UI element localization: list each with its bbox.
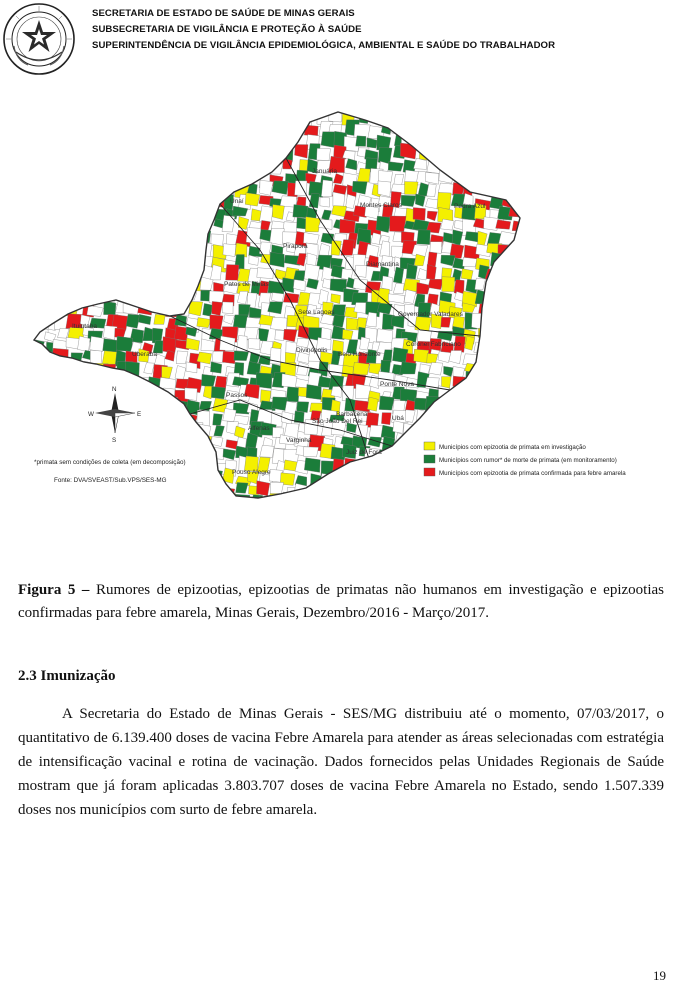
municipality-cell [306, 384, 321, 399]
municipality-cell [340, 219, 356, 233]
municipality-cell [256, 481, 269, 496]
municipality-cell [376, 216, 391, 233]
municipality-cell [159, 377, 175, 389]
municipality-cell [400, 362, 417, 374]
city-label: Pirapora [283, 243, 308, 250]
legend-swatch [424, 442, 435, 450]
municipality-cell [154, 314, 165, 324]
city-label: Ponte Nova [380, 381, 414, 388]
city-label: Juiz de Fora [346, 449, 382, 456]
municipality-cell [378, 181, 391, 197]
legend-swatch [424, 468, 435, 476]
svg-text:E: E [137, 411, 142, 418]
municipality-cell [226, 265, 239, 281]
municipality-cell [390, 216, 407, 232]
municipality-cell [297, 402, 309, 413]
municipality-cell [222, 302, 233, 314]
city-label: Barbacena [336, 411, 368, 418]
municipality-cell [321, 180, 332, 197]
municipality-cell [185, 388, 197, 401]
figure-label: Figura 5 – [18, 582, 90, 598]
city-label: Uberaba [132, 351, 157, 358]
municipality-cell [293, 205, 308, 218]
legend-label: Municípios com epizootia de primata em investigação [439, 444, 586, 451]
municipality-cell [211, 234, 224, 247]
municipality-cell [320, 197, 330, 207]
municipality-cell [260, 206, 274, 223]
city-label: Sete Lagoas [298, 309, 335, 316]
map-note: *primata sem condições de coleta (em decomposição) [34, 459, 186, 466]
city-label: Unaí [230, 198, 244, 205]
municipality-cell [441, 317, 451, 327]
municipality-cell [353, 362, 369, 375]
municipality-cell [437, 192, 451, 209]
municipality-cell [116, 336, 133, 351]
municipality-cell [245, 193, 260, 206]
municipality-cell [260, 445, 274, 457]
city-label: Governador Valadares [398, 311, 463, 318]
municipality-cell [246, 228, 261, 245]
municipality-cell [333, 315, 345, 328]
municipality-cell [379, 171, 393, 183]
legend-label: Municípios com rumor* de morte de primata (em monitoramento) [439, 457, 617, 464]
municipality-cell [388, 162, 403, 172]
city-label: Ituiutaba [72, 323, 97, 330]
city-label: Alfenas [248, 425, 270, 432]
municipality-cell [268, 281, 284, 295]
municipality-cell [268, 302, 283, 314]
header-line-1: SECRETARIA DE ESTADO DE SAÚDE DE MINAS GERAIS [92, 8, 355, 19]
header-line-2: SUBSECRETARIA DE VIGILÂNCIA E PROTEÇÃO À SAÚDE [92, 24, 362, 35]
epizootics-map-figure [20, 100, 680, 505]
municipality-cell [270, 317, 287, 330]
municipality-cell [333, 192, 345, 208]
city-label: Passos [226, 392, 248, 399]
municipality-cell [427, 264, 437, 279]
municipality-cell [400, 389, 417, 402]
municipality-cell [356, 136, 366, 147]
municipality-cell [304, 458, 320, 473]
municipality-cell [342, 329, 353, 340]
municipality-cell [210, 315, 224, 330]
legend-swatch [424, 455, 435, 463]
municipality-cell [201, 374, 216, 387]
municipality-cell [430, 242, 442, 254]
city-label: Ubá [392, 415, 404, 422]
municipality-cell [275, 330, 285, 341]
svg-text:N: N [112, 386, 117, 393]
municipality-cell [90, 336, 105, 351]
city-label: Montes Claros [360, 202, 402, 209]
municipality-cell [189, 301, 203, 316]
svg-text:S: S [112, 437, 117, 444]
municipality-cell [249, 339, 260, 350]
municipality-cell [405, 182, 419, 195]
municipality-cell [376, 329, 392, 344]
municipality-cell [413, 208, 426, 221]
minas-gerais-map [20, 100, 680, 505]
municipality-cell [379, 396, 394, 410]
municipality-cell [484, 217, 499, 231]
state-seal-icon [2, 2, 76, 76]
city-label: Pouso Alegre [232, 469, 271, 476]
city-label: São João Del Rei [312, 418, 363, 425]
map-source: Fonte: DVA/SVEAST/Sub.VPS/SES-MG [54, 477, 167, 484]
municipality-cell [272, 205, 284, 220]
municipality-cell [393, 421, 404, 434]
city-label: Diamantina [366, 261, 399, 268]
municipality-cell [354, 303, 366, 314]
municipality-cell [331, 387, 342, 398]
legend-label: Municípios com epizootia de primata confirmada para febre amarela [439, 470, 626, 477]
section-paragraph [18, 702, 664, 822]
municipality-cell [234, 351, 249, 361]
city-label: Belo Horizonte [338, 351, 381, 358]
municipality-cell [367, 397, 378, 411]
municipality-cell [305, 217, 320, 232]
municipality-cell [417, 230, 431, 245]
municipality-cell [414, 349, 429, 363]
municipality-cell [406, 264, 417, 280]
municipality-cell [441, 219, 455, 230]
city-label: Januária [312, 168, 337, 175]
municipality-cell [442, 277, 455, 292]
municipality-cell [270, 252, 285, 267]
svg-text:W: W [88, 411, 94, 418]
municipality-cell [102, 351, 117, 366]
city-label: Pedra Azul [454, 203, 486, 210]
municipality-cell [257, 268, 274, 279]
municipality-cell [78, 336, 91, 352]
municipality-cell [304, 264, 320, 280]
municipality-cell [283, 329, 297, 342]
municipality-cell [304, 447, 319, 457]
municipality-cell [428, 279, 443, 289]
municipality-cell [223, 244, 236, 257]
city-label: Varginha [286, 437, 312, 444]
municipality-cell [222, 215, 235, 232]
city-label: Coronel Fabriciano [406, 341, 461, 348]
paragraph-text: A Secretaria do Estado de Minas Gerais - SES/MG distribuiu até o momento, 07/03/2017, o quantitativo de 6.139.400 doses de vacina Febre Amarela para atender as áreas selecionadas com estratégia de intensificação vacinal e rotina de vacinação. Dados fornecidos pelas Unidades Regionais de Saúde mostram que já foram aplicadas 3.803.707 doses de vacina Febre Amarela no Estado, sendo 1.507.339 doses nos municípios com surto de febre amarela. [18, 706, 664, 818]
municipality-cell [317, 148, 331, 160]
section-heading: 2.3 Imunização [18, 668, 116, 684]
figure-caption-text: Rumores de epizootias, epizootias de primatas não humanos em investigação e epizootias confirmadas para febre amarela, Minas Gerais, Dezembro/2016 - Março/2017. [18, 582, 664, 621]
page-header [0, 0, 700, 80]
figure-caption [18, 579, 664, 624]
page-number: 19 [653, 968, 666, 983]
municipality-cell [381, 413, 391, 425]
city-label: Divinópolis [296, 347, 328, 354]
municipality-cell [286, 387, 299, 402]
municipality-cell [321, 132, 335, 148]
city-label: Patos de Minas [224, 281, 269, 288]
header-line-3: SUPERINTENDÊNCIA DE VIGILÂNCIA EPIDEMIOLÓGICA, AMBIENTAL E SAÚDE DO TRABALHADOR [92, 40, 556, 51]
municipality-cell [463, 257, 478, 267]
municipality-cell [211, 386, 225, 399]
